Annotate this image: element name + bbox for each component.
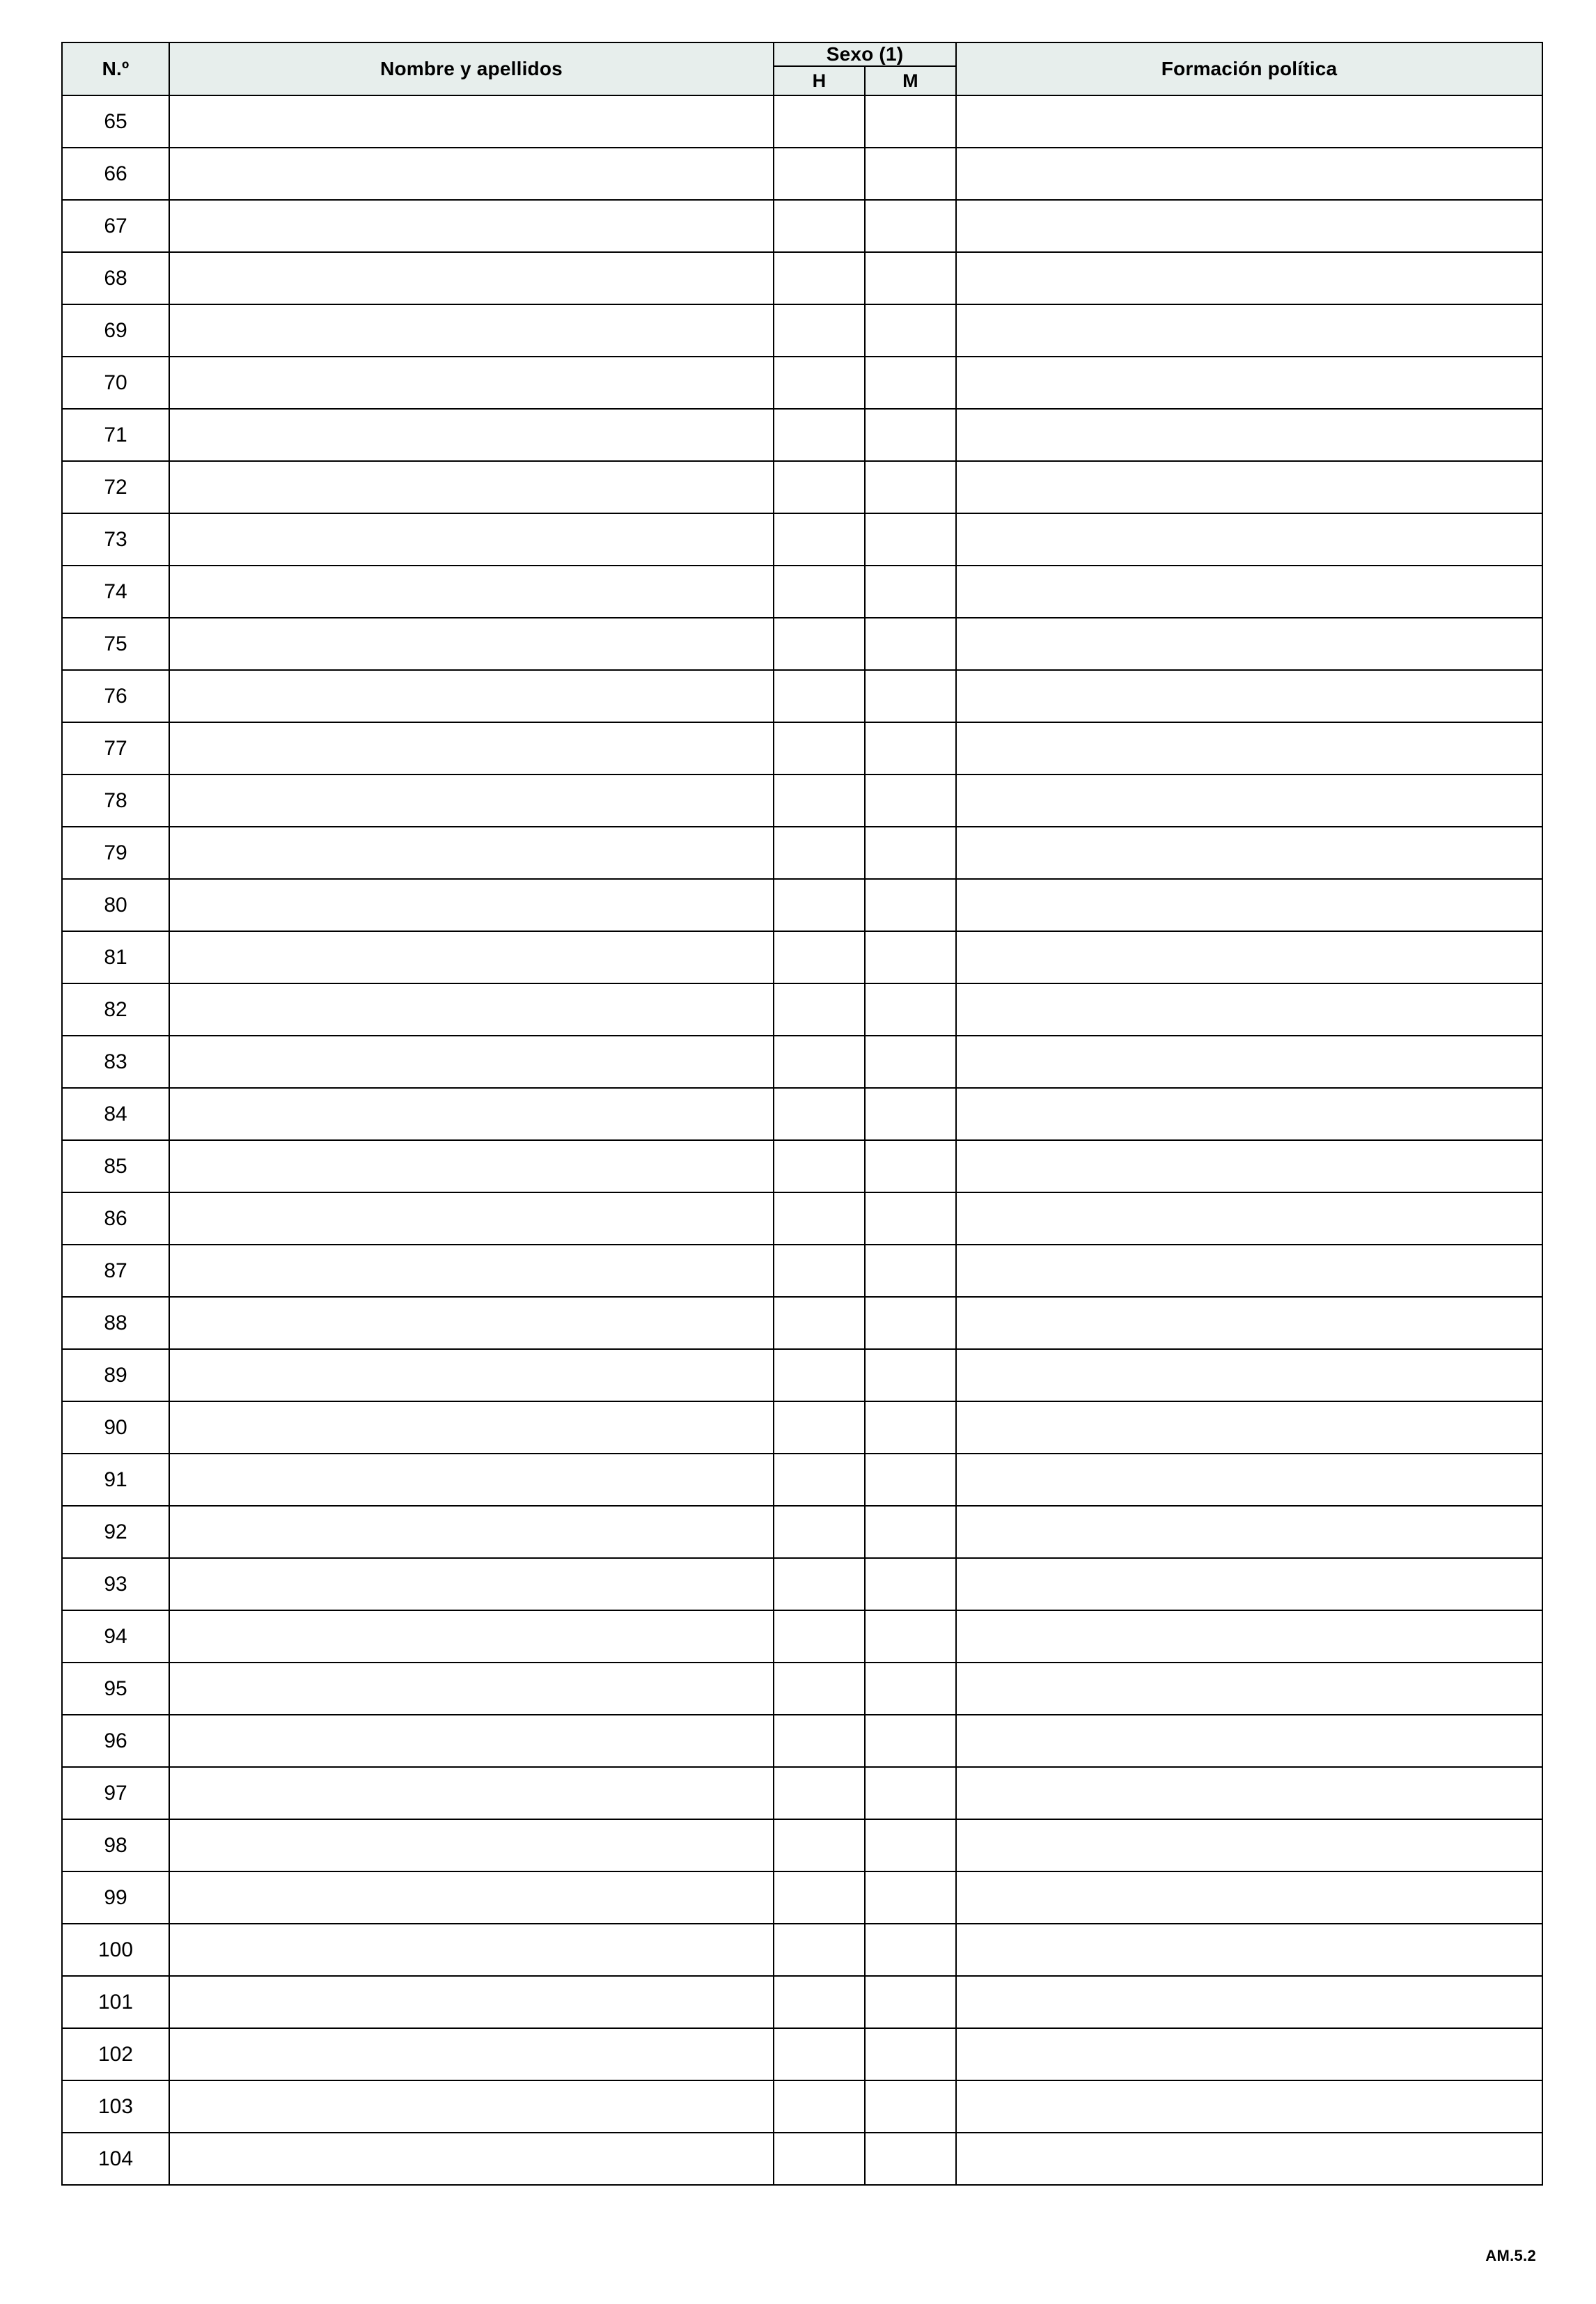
- cell-name-input[interactable]: [169, 461, 774, 513]
- cell-sex-h-checkbox[interactable]: [774, 513, 865, 566]
- cell-political-group-input[interactable]: [956, 1819, 1542, 1871]
- cell-number: 65: [62, 95, 169, 148]
- table-row: [62, 2080, 1542, 2133]
- cell-sex-m-checkbox[interactable]: [865, 1558, 956, 1610]
- cell-name-input[interactable]: [169, 304, 774, 357]
- cell-sex-h-checkbox[interactable]: [774, 1245, 865, 1297]
- cell-number: 69: [62, 304, 169, 357]
- cell-number: 94: [62, 1610, 169, 1663]
- table-row: [62, 1610, 1542, 1663]
- cell-political-group-input[interactable]: [956, 1767, 1542, 1819]
- table-row: [62, 357, 1542, 409]
- cell-sex-h-checkbox[interactable]: [774, 95, 865, 148]
- header-row-main: [62, 42, 1542, 66]
- cell-sex-h-checkbox[interactable]: [774, 1297, 865, 1349]
- table-row: [62, 513, 1542, 566]
- cell-sex-m-checkbox[interactable]: [865, 1610, 956, 1663]
- cell-sex-m-checkbox[interactable]: [865, 879, 956, 931]
- header-sex-group: Sexo (1): [774, 42, 956, 66]
- table-body: [62, 95, 1542, 2185]
- cell-political-group-input[interactable]: [956, 1506, 1542, 1558]
- cell-number: 84: [62, 1088, 169, 1140]
- table-row: [62, 931, 1542, 983]
- cell-political-group-input[interactable]: [956, 1088, 1542, 1140]
- cell-sex-h-checkbox[interactable]: [774, 1610, 865, 1663]
- cell-number: 80: [62, 879, 169, 931]
- cell-name-input[interactable]: [169, 200, 774, 252]
- cell-number: 101: [62, 1976, 169, 2028]
- cell-sex-h-checkbox[interactable]: [774, 983, 865, 1036]
- cell-name-input[interactable]: [169, 722, 774, 775]
- header-number: N.º: [62, 42, 169, 95]
- cell-sex-m-checkbox[interactable]: [865, 1297, 956, 1349]
- table-row: [62, 566, 1542, 618]
- cell-number: 79: [62, 827, 169, 879]
- cell-sex-m-checkbox[interactable]: [865, 827, 956, 879]
- cell-name-input[interactable]: [169, 618, 774, 670]
- table-row: [62, 409, 1542, 461]
- cell-number: 76: [62, 670, 169, 722]
- cell-sex-m-checkbox[interactable]: [865, 775, 956, 827]
- table-row: [62, 1924, 1542, 1976]
- cell-number: 70: [62, 357, 169, 409]
- cell-sex-m-checkbox[interactable]: [865, 983, 956, 1036]
- table-row: [62, 827, 1542, 879]
- cell-name-input[interactable]: [169, 2028, 774, 2080]
- cell-sex-h-checkbox[interactable]: [774, 1506, 865, 1558]
- table-row: [62, 1506, 1542, 1558]
- cell-number: 102: [62, 2028, 169, 2080]
- cell-political-group-input[interactable]: [956, 983, 1542, 1036]
- cell-number: 73: [62, 513, 169, 566]
- cell-sex-h-checkbox[interactable]: [774, 409, 865, 461]
- header-sex-m: M: [865, 66, 956, 95]
- cell-number: 95: [62, 1663, 169, 1715]
- cell-name-input[interactable]: [169, 1558, 774, 1610]
- table-row: [62, 983, 1542, 1036]
- cell-sex-m-checkbox[interactable]: [865, 1819, 956, 1871]
- cell-number: 77: [62, 722, 169, 775]
- cell-sex-m-checkbox[interactable]: [865, 618, 956, 670]
- table-row: [62, 1871, 1542, 1924]
- cell-sex-m-checkbox[interactable]: [865, 1924, 956, 1976]
- cell-sex-h-checkbox[interactable]: [774, 200, 865, 252]
- cell-number: 91: [62, 1454, 169, 1506]
- cell-sex-h-checkbox[interactable]: [774, 304, 865, 357]
- table-header: [62, 42, 1542, 95]
- cell-political-group-input[interactable]: [956, 1976, 1542, 2028]
- cell-name-input[interactable]: [169, 1349, 774, 1401]
- cell-sex-m-checkbox[interactable]: [865, 1663, 956, 1715]
- cell-sex-h-checkbox[interactable]: [774, 670, 865, 722]
- cell-political-group-input[interactable]: [956, 1871, 1542, 1924]
- table-row: [62, 461, 1542, 513]
- cell-political-group-input[interactable]: [956, 200, 1542, 252]
- cell-political-group-input[interactable]: [956, 1454, 1542, 1506]
- cell-political-group-input[interactable]: [956, 513, 1542, 566]
- table-row: [62, 1401, 1542, 1454]
- cell-number: 81: [62, 931, 169, 983]
- cell-sex-h-checkbox[interactable]: [774, 1558, 865, 1610]
- cell-political-group-input[interactable]: [956, 1036, 1542, 1088]
- cell-sex-m-checkbox[interactable]: [865, 1506, 956, 1558]
- cell-political-group-input[interactable]: [956, 461, 1542, 513]
- cell-sex-m-checkbox[interactable]: [865, 95, 956, 148]
- cell-number: 96: [62, 1715, 169, 1767]
- table-row: [62, 95, 1542, 148]
- table-row: [62, 1819, 1542, 1871]
- cell-political-group-input[interactable]: [956, 566, 1542, 618]
- cell-political-group-input[interactable]: [956, 148, 1542, 200]
- cell-sex-h-checkbox[interactable]: [774, 1924, 865, 1976]
- cell-sex-m-checkbox[interactable]: [865, 1401, 956, 1454]
- cell-sex-m-checkbox[interactable]: [865, 409, 956, 461]
- cell-name-input[interactable]: [169, 670, 774, 722]
- cell-political-group-input[interactable]: [956, 1349, 1542, 1401]
- header-name: Nombre y apellidos: [169, 42, 774, 95]
- cell-name-input[interactable]: [169, 1088, 774, 1140]
- cell-sex-h-checkbox[interactable]: [774, 1454, 865, 1506]
- header-political-group: Formación política: [956, 42, 1542, 95]
- table-row: [62, 1297, 1542, 1349]
- table-row: [62, 1140, 1542, 1192]
- cell-name-input[interactable]: [169, 1976, 774, 2028]
- cell-sex-h-checkbox[interactable]: [774, 775, 865, 827]
- cell-name-input[interactable]: [169, 566, 774, 618]
- cell-number: 74: [62, 566, 169, 618]
- table-row: [62, 1088, 1542, 1140]
- cell-number: 71: [62, 409, 169, 461]
- cell-name-input[interactable]: [169, 1871, 774, 1924]
- cell-name-input[interactable]: [169, 983, 774, 1036]
- cell-political-group-input[interactable]: [956, 827, 1542, 879]
- cell-sex-h-checkbox[interactable]: [774, 1767, 865, 1819]
- cell-sex-m-checkbox[interactable]: [865, 1454, 956, 1506]
- cell-sex-h-checkbox[interactable]: [774, 618, 865, 670]
- table-row: [62, 252, 1542, 304]
- cell-number: 67: [62, 200, 169, 252]
- table-row: [62, 1767, 1542, 1819]
- cell-number: 92: [62, 1506, 169, 1558]
- cell-sex-m-checkbox[interactable]: [865, 1036, 956, 1088]
- cell-name-input[interactable]: [169, 95, 774, 148]
- cell-sex-m-checkbox[interactable]: [865, 1192, 956, 1245]
- cell-number: 83: [62, 1036, 169, 1088]
- table-row: [62, 1715, 1542, 1767]
- cell-name-input[interactable]: [169, 827, 774, 879]
- cell-number: 93: [62, 1558, 169, 1610]
- cell-political-group-input[interactable]: [956, 1297, 1542, 1349]
- cell-number: 78: [62, 775, 169, 827]
- table-row: [62, 304, 1542, 357]
- cell-name-input[interactable]: [169, 513, 774, 566]
- cell-sex-h-checkbox[interactable]: [774, 461, 865, 513]
- cell-sex-h-checkbox[interactable]: [774, 1349, 865, 1401]
- cell-sex-m-checkbox[interactable]: [865, 1245, 956, 1297]
- form-code-label: AM.5.2: [1485, 2247, 1536, 2264]
- cell-number: 100: [62, 1924, 169, 1976]
- cell-number: 86: [62, 1192, 169, 1245]
- cell-name-input[interactable]: [169, 1610, 774, 1663]
- cell-name-input[interactable]: [169, 252, 774, 304]
- cell-name-input[interactable]: [169, 1715, 774, 1767]
- cell-sex-m-checkbox[interactable]: [865, 2028, 956, 2080]
- cell-sex-h-checkbox[interactable]: [774, 1192, 865, 1245]
- cell-name-input[interactable]: [169, 1245, 774, 1297]
- cell-number: 89: [62, 1349, 169, 1401]
- cell-political-group-input[interactable]: [956, 722, 1542, 775]
- table-row: [62, 670, 1542, 722]
- cell-number: 75: [62, 618, 169, 670]
- cell-political-group-input[interactable]: [956, 879, 1542, 931]
- cell-political-group-input[interactable]: [956, 618, 1542, 670]
- cell-sex-m-checkbox[interactable]: [865, 148, 956, 200]
- cell-sex-m-checkbox[interactable]: [865, 304, 956, 357]
- cell-number: 104: [62, 2133, 169, 2185]
- cell-name-input[interactable]: [169, 1454, 774, 1506]
- cell-sex-m-checkbox[interactable]: [865, 2080, 956, 2133]
- cell-sex-h-checkbox[interactable]: [774, 1663, 865, 1715]
- cell-sex-h-checkbox[interactable]: [774, 1715, 865, 1767]
- cell-sex-m-checkbox[interactable]: [865, 1715, 956, 1767]
- cell-number: 85: [62, 1140, 169, 1192]
- cell-sex-h-checkbox[interactable]: [774, 2028, 865, 2080]
- cell-name-input[interactable]: [169, 357, 774, 409]
- cell-name-input[interactable]: [169, 1767, 774, 1819]
- cell-sex-h-checkbox[interactable]: [774, 2080, 865, 2133]
- cell-political-group-input[interactable]: [956, 775, 1542, 827]
- cell-sex-h-checkbox[interactable]: [774, 1871, 865, 1924]
- cell-sex-h-checkbox[interactable]: [774, 252, 865, 304]
- cell-name-input[interactable]: [169, 2133, 774, 2185]
- cell-political-group-input[interactable]: [956, 409, 1542, 461]
- table-row: [62, 1454, 1542, 1506]
- cell-number: 87: [62, 1245, 169, 1297]
- cell-political-group-input[interactable]: [956, 304, 1542, 357]
- table-row: [62, 200, 1542, 252]
- cell-political-group-input[interactable]: [956, 1924, 1542, 1976]
- table-row: [62, 1192, 1542, 1245]
- cell-name-input[interactable]: [169, 2080, 774, 2133]
- cell-political-group-input[interactable]: [956, 252, 1542, 304]
- cell-name-input[interactable]: [169, 1140, 774, 1192]
- cell-number: 90: [62, 1401, 169, 1454]
- table-row: [62, 879, 1542, 931]
- cell-political-group-input[interactable]: [956, 2133, 1542, 2185]
- cell-number: 98: [62, 1819, 169, 1871]
- cell-name-input[interactable]: [169, 1192, 774, 1245]
- table-row: [62, 1349, 1542, 1401]
- cell-name-input[interactable]: [169, 879, 774, 931]
- cell-number: 82: [62, 983, 169, 1036]
- cell-sex-m-checkbox[interactable]: [865, 722, 956, 775]
- cell-political-group-input[interactable]: [956, 2028, 1542, 2080]
- cell-sex-m-checkbox[interactable]: [865, 670, 956, 722]
- table-row: [62, 1558, 1542, 1610]
- cell-political-group-input[interactable]: [956, 670, 1542, 722]
- cell-sex-h-checkbox[interactable]: [774, 827, 865, 879]
- cell-political-group-input[interactable]: [956, 95, 1542, 148]
- cell-sex-h-checkbox[interactable]: [774, 931, 865, 983]
- cell-sex-m-checkbox[interactable]: [865, 2133, 956, 2185]
- cell-political-group-input[interactable]: [956, 931, 1542, 983]
- table-row: [62, 2133, 1542, 2185]
- cell-name-input[interactable]: [169, 775, 774, 827]
- cell-name-input[interactable]: [169, 931, 774, 983]
- cell-name-input[interactable]: [169, 148, 774, 200]
- cell-political-group-input[interactable]: [956, 1610, 1542, 1663]
- cell-sex-h-checkbox[interactable]: [774, 1088, 865, 1140]
- cell-political-group-input[interactable]: [956, 1558, 1542, 1610]
- candidate-list-sheet: [61, 42, 1536, 2186]
- cell-number: 103: [62, 2080, 169, 2133]
- cell-name-input[interactable]: [169, 1924, 774, 1976]
- cell-sex-m-checkbox[interactable]: [865, 1871, 956, 1924]
- cell-sex-m-checkbox[interactable]: [865, 1140, 956, 1192]
- cell-sex-m-checkbox[interactable]: [865, 931, 956, 983]
- cell-sex-m-checkbox[interactable]: [865, 252, 956, 304]
- cell-number: 97: [62, 1767, 169, 1819]
- header-sex-h: H: [774, 66, 865, 95]
- cell-sex-m-checkbox[interactable]: [865, 513, 956, 566]
- cell-sex-m-checkbox[interactable]: [865, 200, 956, 252]
- cell-political-group-input[interactable]: [956, 1192, 1542, 1245]
- cell-sex-h-checkbox[interactable]: [774, 879, 865, 931]
- table-row: [62, 1245, 1542, 1297]
- cell-sex-h-checkbox[interactable]: [774, 148, 865, 200]
- cell-political-group-input[interactable]: [956, 1401, 1542, 1454]
- cell-sex-m-checkbox[interactable]: [865, 357, 956, 409]
- cell-sex-h-checkbox[interactable]: [774, 566, 865, 618]
- cell-political-group-input[interactable]: [956, 2080, 1542, 2133]
- cell-number: 66: [62, 148, 169, 200]
- cell-sex-h-checkbox[interactable]: [774, 2133, 865, 2185]
- table-row: [62, 722, 1542, 775]
- cell-sex-m-checkbox[interactable]: [865, 461, 956, 513]
- cell-number: 88: [62, 1297, 169, 1349]
- table-row: [62, 1663, 1542, 1715]
- cell-sex-m-checkbox[interactable]: [865, 1349, 956, 1401]
- cell-sex-m-checkbox[interactable]: [865, 1088, 956, 1140]
- cell-political-group-input[interactable]: [956, 1715, 1542, 1767]
- cell-sex-h-checkbox[interactable]: [774, 1401, 865, 1454]
- cell-political-group-input[interactable]: [956, 1140, 1542, 1192]
- cell-name-input[interactable]: [169, 1401, 774, 1454]
- table-row: [62, 2028, 1542, 2080]
- cell-number: 68: [62, 252, 169, 304]
- table-row: [62, 1976, 1542, 2028]
- cell-sex-m-checkbox[interactable]: [865, 1976, 956, 2028]
- cell-sex-h-checkbox[interactable]: [774, 1036, 865, 1088]
- cell-number: 99: [62, 1871, 169, 1924]
- cell-sex-h-checkbox[interactable]: [774, 357, 865, 409]
- cell-sex-h-checkbox[interactable]: [774, 1976, 865, 2028]
- candidate-table: [61, 42, 1543, 2186]
- table-row: [62, 775, 1542, 827]
- cell-name-input[interactable]: [169, 1819, 774, 1871]
- cell-political-group-input[interactable]: [956, 1245, 1542, 1297]
- cell-number: 72: [62, 461, 169, 513]
- cell-name-input[interactable]: [169, 1663, 774, 1715]
- cell-sex-m-checkbox[interactable]: [865, 566, 956, 618]
- cell-name-input[interactable]: [169, 1297, 774, 1349]
- table-row: [62, 618, 1542, 670]
- cell-name-input[interactable]: [169, 1036, 774, 1088]
- table-row: [62, 1036, 1542, 1088]
- table-row: [62, 148, 1542, 200]
- cell-political-group-input[interactable]: [956, 1663, 1542, 1715]
- cell-political-group-input[interactable]: [956, 357, 1542, 409]
- cell-sex-h-checkbox[interactable]: [774, 1140, 865, 1192]
- cell-sex-h-checkbox[interactable]: [774, 1819, 865, 1871]
- cell-sex-m-checkbox[interactable]: [865, 1767, 956, 1819]
- cell-name-input[interactable]: [169, 409, 774, 461]
- cell-name-input[interactable]: [169, 1506, 774, 1558]
- cell-sex-h-checkbox[interactable]: [774, 722, 865, 775]
